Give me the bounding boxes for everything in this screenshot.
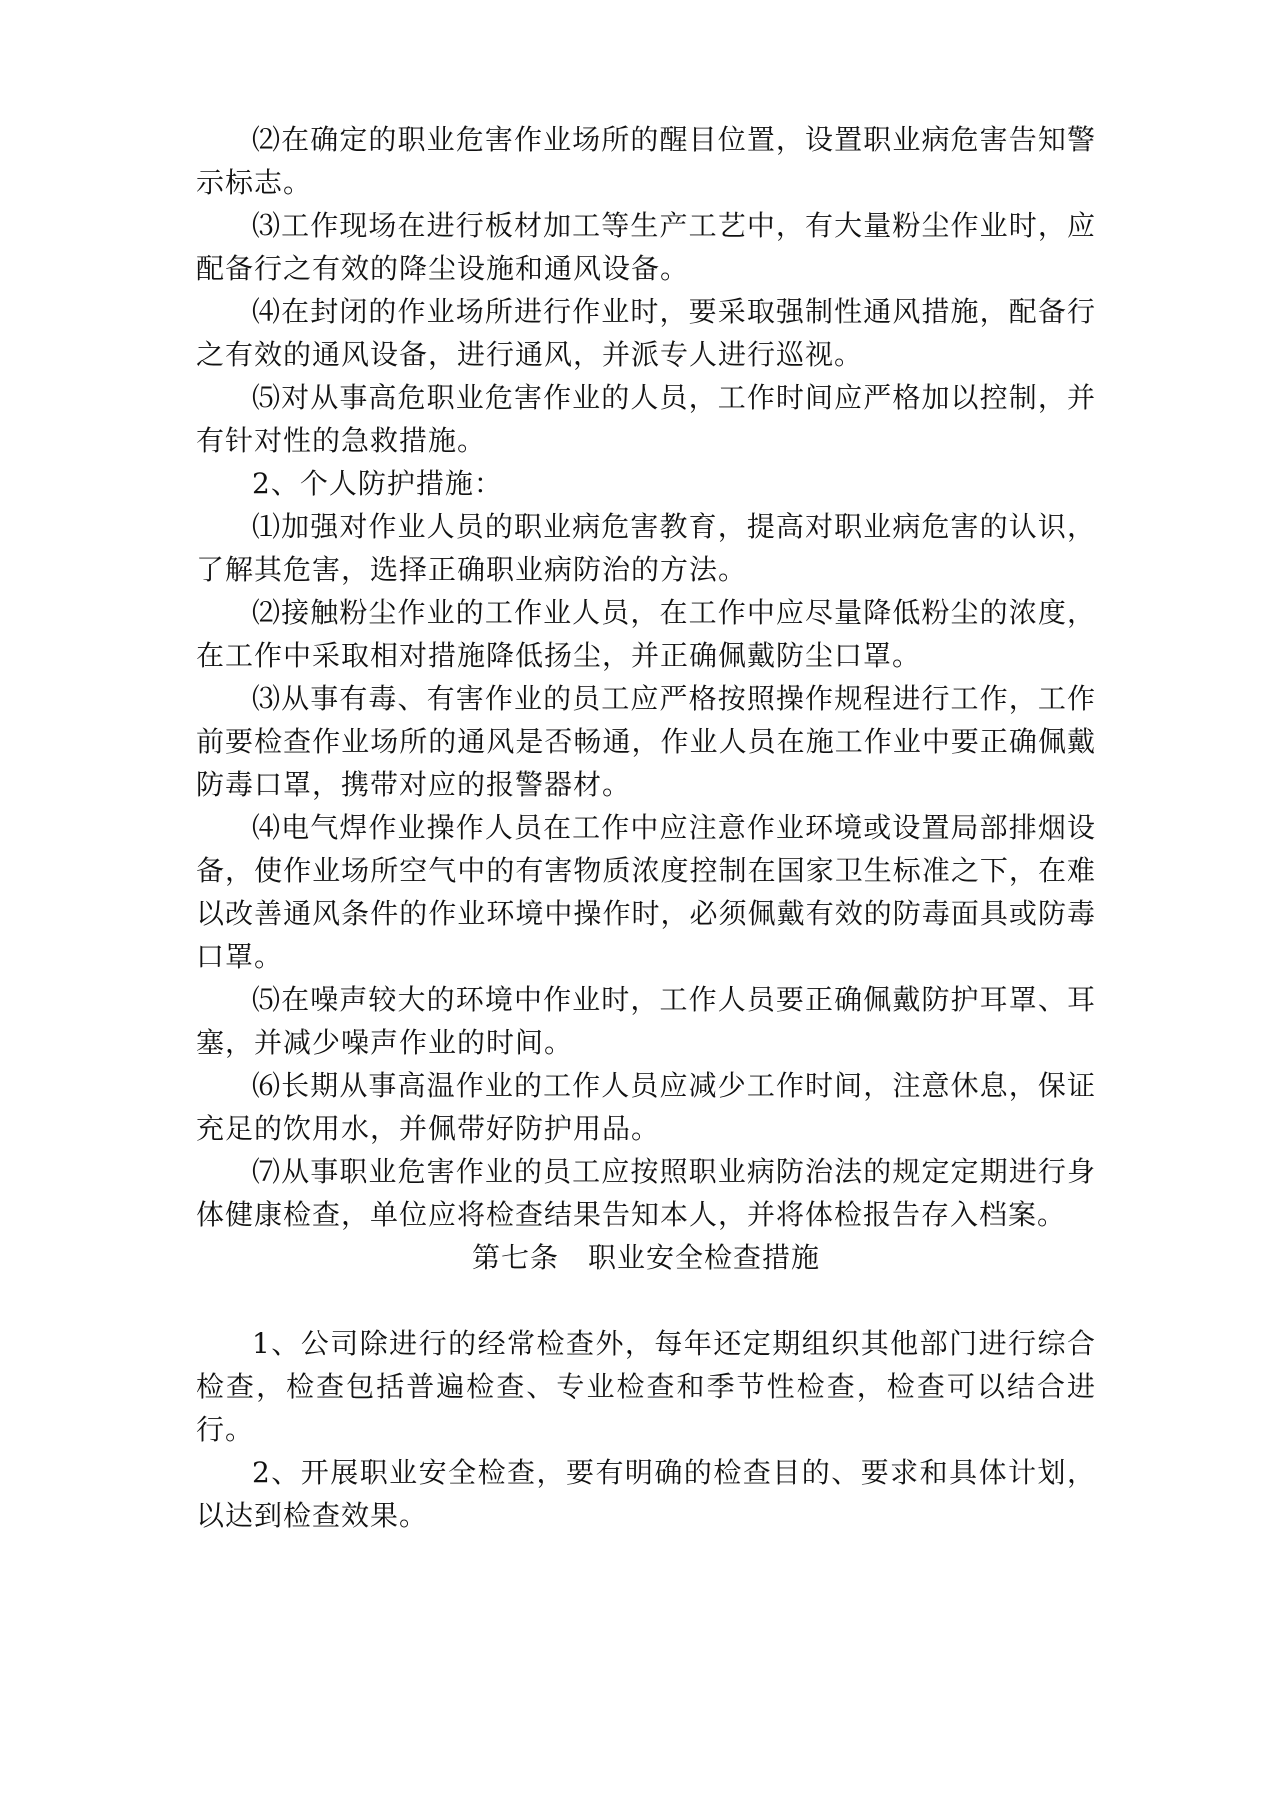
paragraph-2-5: ⑸对从事高危职业危害作业的人员，工作时间应严格加以控制，并有针对性的急救措施。 xyxy=(196,381,1096,457)
section-heading: 第七条 职业安全检查措施 xyxy=(471,1241,820,1274)
heading-spacer xyxy=(196,1279,1096,1322)
paragraph-pp-1: ⑴加强对作业人员的职业病危害教育，提高对职业病危害的认识，了解其危害，选择正确职业病防治的方法。 xyxy=(196,510,1096,586)
paragraph-2-3: ⑶工作现场在进行板材加工等生产工艺中，有大量粉尘作业时，应配备行之有效的降尘设施和通风设备。 xyxy=(196,209,1096,285)
paragraph-check-1: 1、公司除进行的经常检查外，每年还定期组织其他部门进行综合检查，检查包括普遍检查、专业检查和季节性检查，检查可以结合进行。 xyxy=(196,1327,1096,1446)
paragraph-pp-2: ⑵接触粉尘作业的工作业人员，在工作中应尽量降低粉尘的浓度，在工作中采取相对措施降低扬尘，并正确佩戴防尘口罩。 xyxy=(196,596,1096,672)
paragraph-2-4: ⑷在封闭的作业场所进行作业时，要采取强制性通风措施，配备行之有效的通风设备，进行通风，并派专人进行巡视。 xyxy=(196,295,1096,371)
paragraph-pp-6: ⑹长期从事高温作业的工作人员应减少工作时间，注意休息，保证充足的饮用水，并佩带好防护用品。 xyxy=(196,1069,1096,1145)
paragraph-check-2: 2、开展职业安全检查，要有明确的检查目的、要求和具体计划，以达到检查效果。 xyxy=(196,1456,1096,1532)
subheading-personal-protection: 2、个人防护措施： xyxy=(252,467,503,500)
paragraph-2-2: ⑵在确定的职业危害作业场所的醒目位置，设置职业病危害告知警示标志。 xyxy=(196,123,1096,199)
document-page xyxy=(196,118,1096,1537)
paragraph-pp-3: ⑶从事有毒、有害作业的员工应严格按照操作规程进行工作，工作前要检查作业场所的通风是否畅通，作业人员在施工作业中要正确佩戴防毒口罩，携带对应的报警器材。 xyxy=(196,682,1096,801)
paragraph-pp-7: ⑺从事职业危害作业的员工应按照职业病防治法的规定定期进行身体健康检查，单位应将检查结果告知本人，并将体检报告存入档案。 xyxy=(196,1155,1096,1231)
paragraph-pp-4: ⑷电气焊作业操作人员在工作中应注意作业环境或设置局部排烟设备，使作业场所空气中的有害物质浓度控制在国家卫生标准之下，在难以改善通风条件的作业环境中操作时，必须佩戴有效的防毒面具或防毒口罩。 xyxy=(196,811,1096,973)
paragraph-pp-5: ⑸在噪声较大的环境中作业时，工作人员要正确佩戴防护耳罩、耳塞，并减少噪声作业的时间。 xyxy=(196,983,1096,1059)
